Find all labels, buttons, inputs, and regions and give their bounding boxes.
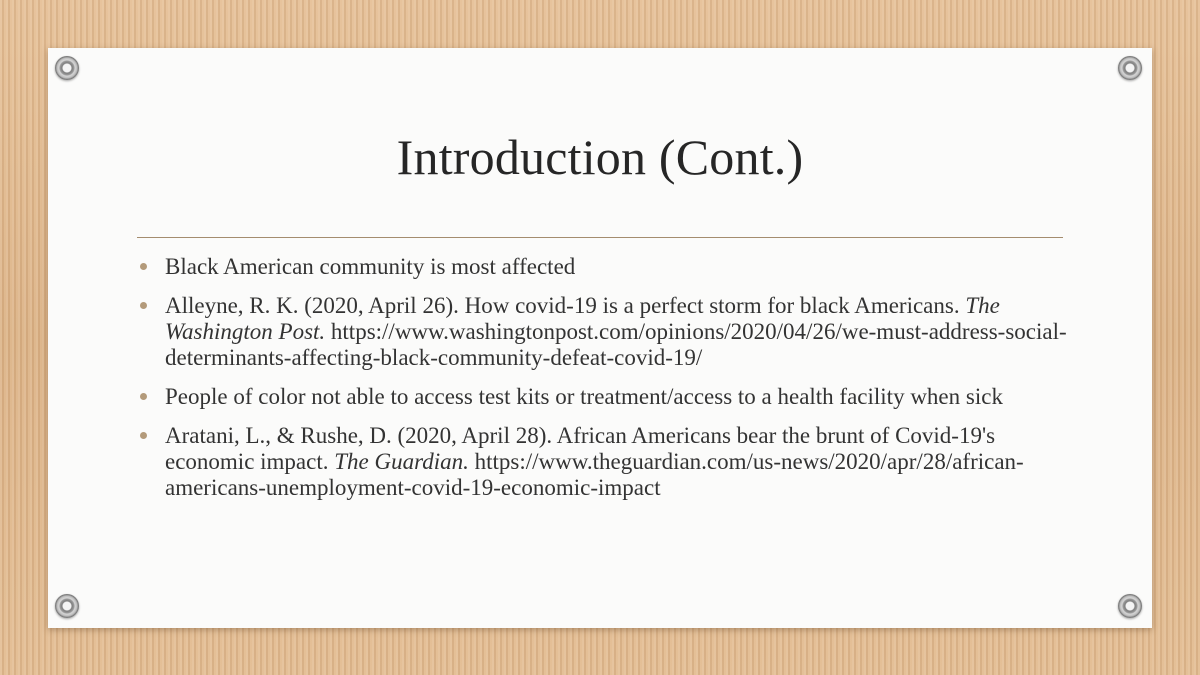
slide-title: Introduction (Cont.) [396, 129, 804, 185]
citation-publication: The Guardian. [334, 449, 469, 474]
bullet-list [140, 254, 1070, 514]
grommet-icon [1118, 56, 1142, 80]
slide [48, 48, 1152, 628]
citation-url: https://www.washingtonpost.com/opinions/2020/04/26/we-must-address-social-determinants-affecting-black-community-defeat-covid-19/ [165, 319, 1067, 370]
bullet-icon [140, 263, 147, 270]
bullet-item [140, 384, 1070, 410]
grommet-icon [55, 594, 79, 618]
bullet-text: Black American community is most affected [165, 254, 576, 279]
bullet-text: People of color not able to access test kits or treatment/access to a health facility when sick [165, 384, 1003, 409]
citation-url: https://www.theguardian.com/us-news/2020/apr/28/african-americans-unemployment-covid-19-economic-impact [165, 449, 1024, 500]
bullet-icon [140, 393, 147, 400]
bullet-item-citation [140, 423, 1070, 501]
citation-text: Alleyne, R. K. (2020, April 26). How covid-19 is a perfect storm for black Americans. [165, 293, 960, 318]
bullet-icon [140, 432, 147, 439]
bullet-item-citation [140, 293, 1070, 371]
bullet-item [140, 254, 1070, 280]
title-divider [137, 237, 1063, 238]
citation-publication: The Washington Post. [165, 293, 1000, 344]
citation-text: Aratani, L., & Rushe, D. (2020, April 28). African Americans bear the brunt of Covid-19's economic impact. [165, 423, 996, 474]
grommet-icon [55, 56, 79, 80]
bullet-icon [140, 302, 147, 309]
grommet-icon [1118, 594, 1142, 618]
